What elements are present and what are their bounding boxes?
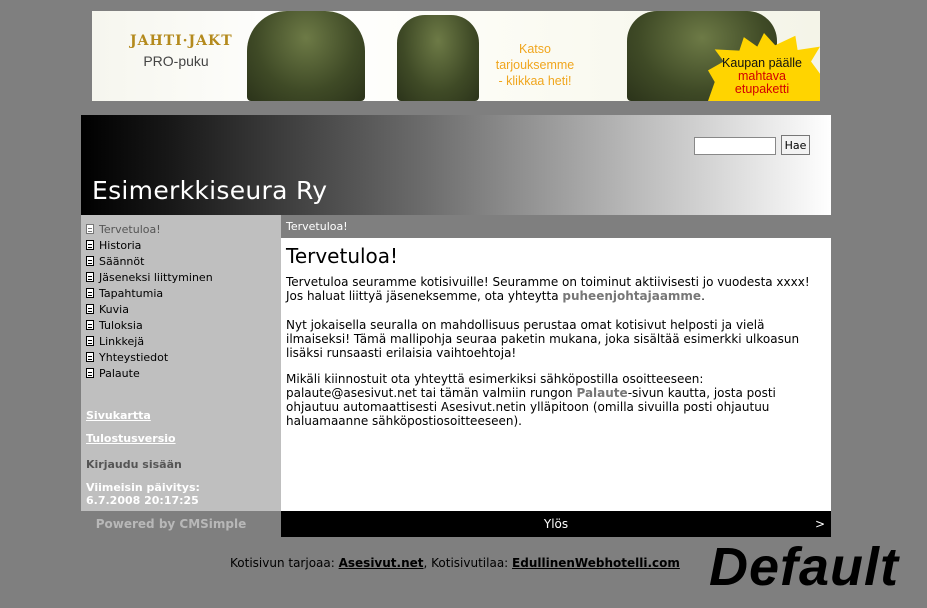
document-icon — [86, 240, 94, 250]
menu-item-label: Yhteystiedot — [99, 350, 169, 364]
burst-line-2: mahtava — [738, 69, 786, 83]
menu-item-label: Palaute — [99, 366, 140, 380]
last-updated — [86, 481, 200, 507]
powered-by-text[interactable]: Powered by CMSimple — [95, 517, 247, 531]
menu-item-saannot[interactable] — [86, 253, 281, 269]
menu-item-palaute[interactable] — [86, 365, 281, 381]
host-link[interactable]: EdullinenWebhotelli.com — [512, 556, 680, 570]
offer-line-2: - klikkaa heti! — [498, 74, 572, 88]
sidebar — [81, 215, 281, 511]
breadcrumb-text: Tervetuloa! — [286, 220, 348, 233]
intro-paragraph — [286, 275, 826, 303]
menu-item-label: Historia — [99, 238, 142, 252]
last-updated-label: Viimeisin päivitys: — [86, 481, 200, 494]
breadcrumb — [281, 215, 831, 238]
document-icon — [86, 256, 94, 266]
page-title: Tervetuloa! — [286, 244, 399, 268]
provider-label: Kotisivun tarjoaa: — [230, 556, 339, 570]
promo-burst-text — [710, 57, 814, 96]
main-content — [281, 238, 831, 511]
contact-text: Mikäli kiinnostuit ota yhteyttä esimerkiksi sähköpostilla osoitteeseen: palaute@asesivut.net tai tämän valmiin rungon — [286, 372, 704, 400]
feedback-link[interactable]: Palaute — [576, 386, 628, 400]
search-button[interactable]: Hae — [781, 135, 810, 155]
menu-item-tervetuloa[interactable] — [86, 221, 281, 237]
provider-link[interactable]: Asesivut.net — [338, 556, 424, 570]
document-icon — [86, 224, 94, 234]
back-to-top-link[interactable]: Ylös — [543, 517, 569, 531]
search-input[interactable] — [694, 137, 776, 155]
document-icon — [86, 336, 94, 346]
jacket-image — [247, 11, 365, 101]
site-title: Esimerkkiseura Ry — [92, 176, 328, 205]
next-page-arrow-icon[interactable]: > — [814, 517, 825, 531]
document-icon — [86, 272, 94, 282]
menu-item-kuvia[interactable] — [86, 301, 281, 317]
intro-text: Tervetuloa seuramme kotisivuille! Seuramme on toiminut aktiivisesti jo vuodesta xxxx! Jos haluat liittyä jäseneksemme, ota yhteytta — [286, 275, 810, 303]
last-updated-value: 6.7.2008 20:17:25 — [86, 494, 199, 507]
contact-paragraph — [286, 372, 826, 428]
brand-logo-text: JAHTI·JAKT — [130, 33, 233, 49]
info-paragraph: Nyt jokaisella seuralla on mahdollisuus perustaa omat kotisivut helposti ja vielä ilmaiseksi! Tämä mallipohja seuraa paketin mukana, joka sisältää esimerkki ulkoasun lisäksi runsaasti erilaisia vaihtoehtoja! — [286, 318, 800, 360]
sitemap-link[interactable]: Sivukartta — [86, 409, 151, 422]
offer-text — [480, 41, 590, 89]
ad-banner[interactable] — [92, 11, 820, 101]
footer-nav-bar — [281, 511, 831, 537]
menu-item-tuloksia[interactable] — [86, 317, 281, 333]
menu-item-label: Linkkejä — [99, 334, 145, 348]
main-menu — [81, 215, 281, 381]
provider-line — [230, 556, 680, 570]
menu-item-label: Tapahtumia — [99, 286, 164, 300]
brand-sub-text: PRO-puku — [143, 53, 209, 69]
host-label: , Kotisivutilaa: — [423, 556, 513, 570]
menu-item-tapahtumia[interactable] — [86, 285, 281, 301]
document-icon — [86, 352, 94, 362]
template-name-label: Default — [709, 537, 900, 597]
document-icon — [86, 288, 94, 298]
contact-text-end: -sivun kautta, josta posti ohjautuu automaattisesti Asesivut.netin ylläpitoon (omilla sivuilla posti ohjautuu haluamaanne sähköpostiosoitteeseen). — [286, 386, 776, 428]
login-link[interactable]: Kirjaudu sisään — [86, 458, 182, 471]
intro-text-end: . — [701, 289, 705, 303]
menu-item-label: Jäseneksi liittyminen — [99, 270, 213, 284]
offer-line-1: Katso tarjouksemme — [495, 42, 575, 72]
document-icon — [86, 320, 94, 330]
menu-item-yhteystiedot[interactable] — [86, 349, 281, 365]
menu-item-linkkeja[interactable] — [86, 333, 281, 349]
menu-item-historia[interactable] — [86, 237, 281, 253]
print-version-link[interactable]: Tulostusversio — [86, 432, 176, 445]
site-header — [81, 115, 831, 215]
document-icon — [86, 304, 94, 314]
menu-item-label: Tuloksia — [99, 318, 143, 332]
chairman-link[interactable]: puheenjohtajaamme — [562, 289, 702, 303]
menu-item-label: Kuvia — [99, 302, 129, 316]
brand-logo — [130, 33, 233, 69]
document-icon — [86, 368, 94, 378]
menu-item-jaseneksi[interactable] — [86, 269, 281, 285]
burst-line-1: Kaupan päälle — [722, 56, 802, 70]
menu-item-label: Tervetuloa! — [99, 222, 161, 236]
menu-item-label: Säännöt — [99, 254, 145, 268]
suit-image — [397, 15, 479, 101]
burst-line-3: etupaketti — [734, 82, 790, 96]
